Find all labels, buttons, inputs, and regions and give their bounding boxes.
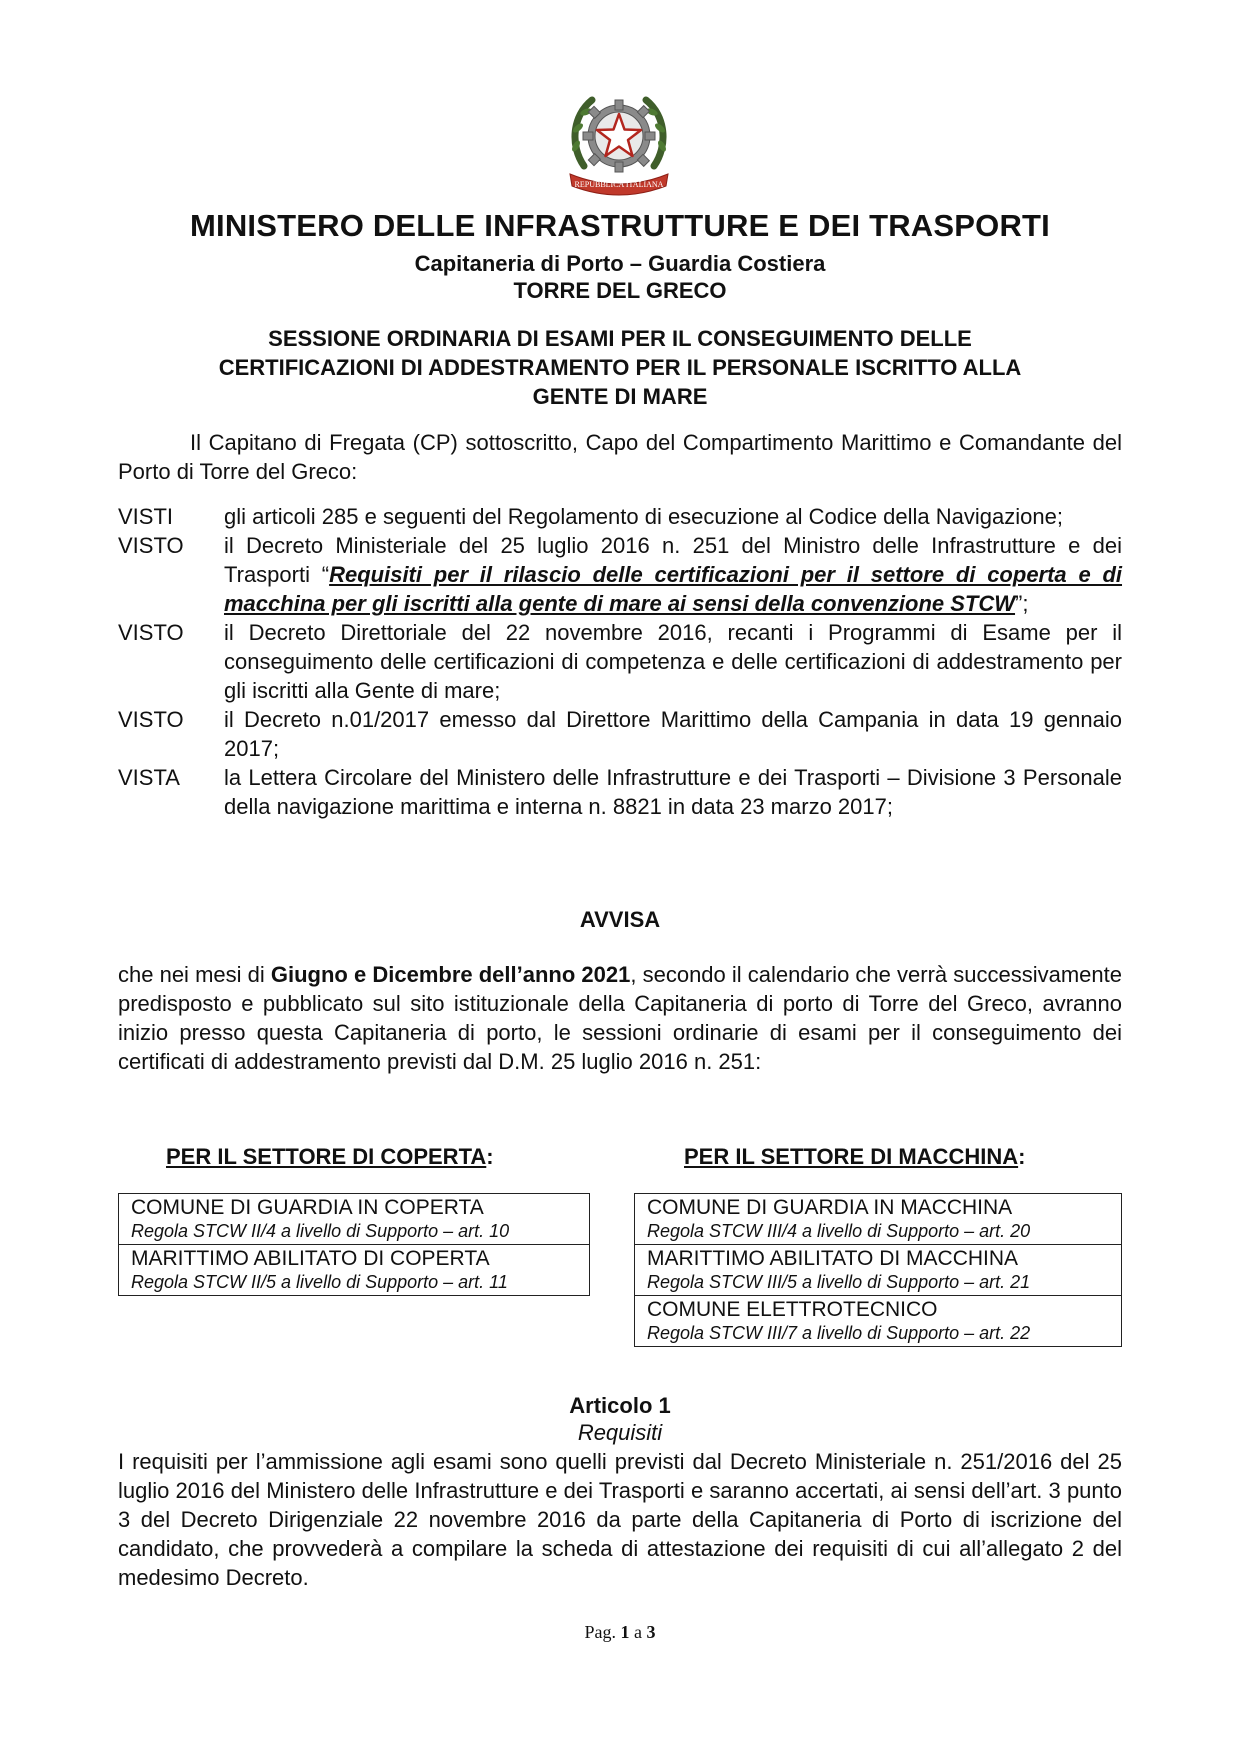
certificate-name: COMUNE DI GUARDIA IN MACCHINA [647, 1196, 1013, 1219]
certificate-regulation: Regola STCW II/4 a livello di Supporto – art. 10 [131, 1221, 510, 1241]
page-prefix: Pag. [584, 1622, 621, 1642]
consideration-key: VISTI [118, 504, 174, 529]
macchina-section-title [684, 1143, 1025, 1171]
session-title-line: GENTE DI MARE [532, 384, 708, 409]
consideration-row [118, 531, 1122, 618]
macchina-title-text: PER IL SETTORE DI MACCHINA [684, 1144, 1019, 1169]
coperta-section-title [166, 1143, 494, 1171]
consideration-row [118, 763, 1122, 821]
certificate-cell [635, 1245, 1122, 1296]
consideration-text: la Lettera Circolare del Ministero delle Infrastrutture e dei Trasporti – Divisione 3 Personale della navigazione marittima e interna n. 8821 in data 23 marzo 2017; [224, 765, 1122, 819]
certificate-name: COMUNE DI GUARDIA IN COPERTA [131, 1196, 484, 1219]
coperta-certificates-table [118, 1193, 590, 1296]
consideration-text: il Decreto n.01/2017 emesso dal Direttore Marittimo della Campania in data 19 gennaio 2017; [224, 707, 1122, 761]
current-page: 1 [620, 1622, 630, 1642]
consideration-key: VISTO [118, 707, 184, 732]
session-title-line: SESSIONE ORDINARIA DI ESAMI PER IL CONSEGUIMENTO DELLE [268, 326, 972, 351]
decree-title-emphasis: Requisiti per il rilascio delle certificazioni per il settore di coperta e di macchina per gli iscritti alla gente di mare ai sensi della convenzione STCW [224, 562, 1123, 616]
decree-closing: ”; [1015, 591, 1029, 616]
certificate-cell [119, 1245, 590, 1296]
certificate-name: MARITTIMO ABILITATO DI COPERTA [131, 1247, 490, 1270]
coperta-title-colon: : [486, 1144, 494, 1169]
certificate-cell [119, 1194, 590, 1245]
coperta-title-text: PER IL SETTORE DI COPERTA [166, 1144, 487, 1169]
consideration-key: VISTA [118, 765, 180, 790]
consideration-key: VISTO [118, 620, 184, 645]
total-pages: 3 [646, 1622, 656, 1642]
consideration-text [224, 531, 1122, 618]
article-subtitle: Requisiti [577, 1420, 663, 1445]
consideration-row [118, 705, 1122, 763]
macchina-title-colon: : [1018, 1144, 1026, 1169]
certificate-regulation: Regola STCW II/5 a livello di Supporto – art. 11 [131, 1272, 508, 1292]
avvisa-text-start: che nei mesi di [118, 962, 271, 987]
intro-paragraph: Il Capitano di Fregata (CP) sottoscritto, Capo del Compartimento Marittimo e Comandante del Porto di Torre del Greco: [118, 430, 1122, 484]
location-subheading: TORRE DEL GRECO [513, 278, 727, 303]
certificate-name: MARITTIMO ABILITATO DI MACCHINA [647, 1247, 1019, 1270]
table-row [119, 1194, 590, 1245]
consideration-key: VISTO [118, 533, 184, 558]
decree-reference: il Decreto Ministeriale del 25 luglio 2016 n. 251 del Ministro delle Infrastrutture e dei Trasporti “ [224, 533, 1122, 587]
certificate-regulation: Regola STCW III/4 a livello di Supporto – art. 20 [647, 1221, 1031, 1241]
page-number [0, 1622, 1240, 1643]
certificate-name: COMUNE ELETTROTECNICO [647, 1298, 938, 1321]
certificate-regulation: Regola STCW III/7 a livello di Supporto – art. 22 [647, 1323, 1031, 1343]
emblem-ribbon-text: REPUBBLICA ITALIANA [574, 180, 664, 189]
avvisa-months: Giugno e Dicembre dell’anno 2021 [270, 962, 631, 987]
session-title-line: CERTIFICAZIONI DI ADDESTRAMENTO PER IL PERSONALE ISCRITTO ALLA [218, 355, 1022, 380]
table-row [635, 1245, 1122, 1296]
republic-emblem-icon [562, 86, 676, 198]
table-row [119, 1245, 590, 1296]
consideration-row [118, 618, 1122, 705]
certificate-regulation: Regola STCW III/5 a livello di Supporto – art. 21 [647, 1272, 1031, 1292]
avvisa-text-end: , secondo il calendario che verrà successivamente predisposto e pubblicato sul sito istituzionale della Capitaneria di porto di Torre del Greco, avranno inizio presso questa Capitaneria di porto, le sessioni ordinarie di esami per il conseguimento dei certificati di addestramento previsti dal D.M. 25 luglio 2016 n. 251: [118, 962, 1122, 1074]
table-row [635, 1296, 1122, 1347]
table-row [635, 1194, 1122, 1245]
certificate-cell [635, 1296, 1122, 1347]
consideration-text: gli articoli 285 e seguenti del Regolamento di esecuzione al Codice della Navigazione; [224, 504, 1063, 529]
page-separator: a [629, 1622, 647, 1642]
session-title [118, 324, 1122, 411]
certificate-cell [635, 1194, 1122, 1245]
authority-subheading: Capitaneria di Porto – Guardia Costiera [414, 251, 826, 276]
considerations-list [118, 502, 1122, 821]
ministry-heading: MINISTERO DELLE INFRASTRUTTURE E DEI TRASPORTI [190, 208, 1050, 243]
avvisa-paragraph [118, 960, 1122, 1076]
article-title: Articolo 1 [569, 1393, 671, 1418]
macchina-certificates-table [634, 1193, 1122, 1347]
consideration-text: il Decreto Direttoriale del 22 novembre 2016, recanti i Programmi di Esame per il conseguimento delle certificazioni di competenza e delle certificazioni di addestramento per gli iscritti alla Gente di mare; [224, 620, 1122, 703]
consideration-row [118, 502, 1122, 531]
avvisa-heading: AVVISA [579, 907, 661, 932]
article-body: I requisiti per l’ammissione agli esami sono quelli previsti dal Decreto Ministeriale n. 251/2016 del 25 luglio 2016 del Ministero delle Infrastrutture e dei Trasporti e saranno accertati, ai sensi dell’art. 3 punto 3 del Decreto Dirigenziale 22 novembre 2016 da parte della Capitaneria di Porto di iscrizione del candidato, che provvederà a compilare la scheda di attestazione dei requisiti di cui all’allegato 2 del medesimo Decreto. [118, 1449, 1122, 1590]
